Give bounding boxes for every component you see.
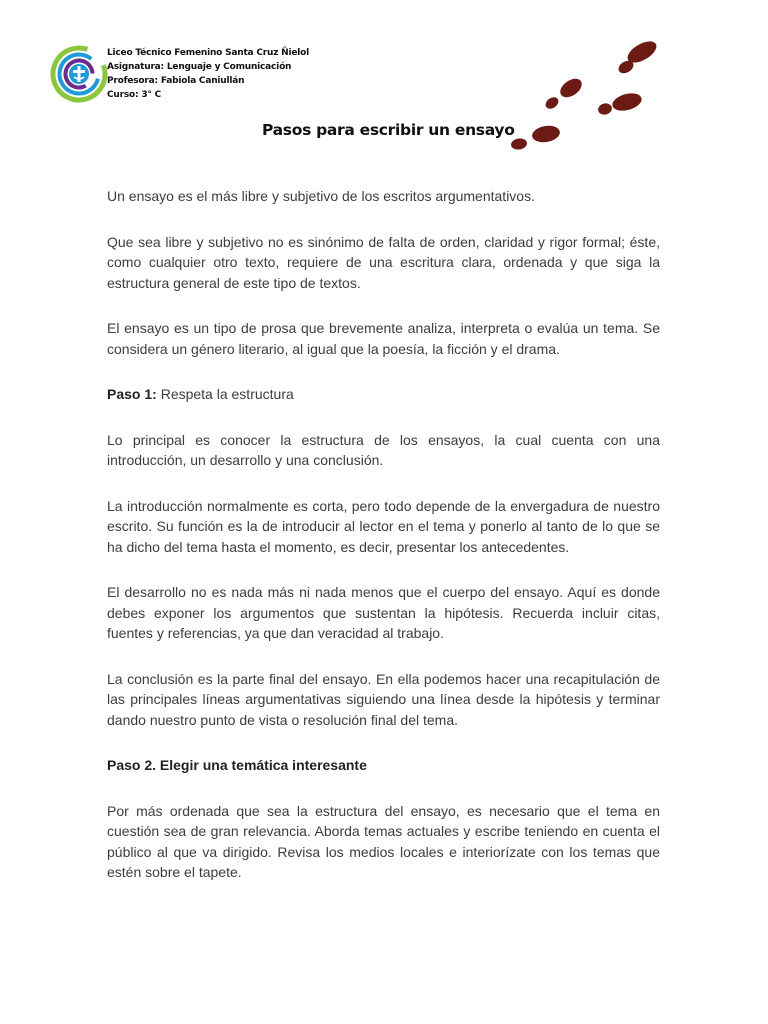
- step-1-heading: [107, 384, 660, 405]
- course-line: Curso: 3° C: [107, 90, 162, 100]
- school-logo-icon: [50, 44, 108, 104]
- paragraph-structure: Lo principal es conocer la estructura de los ensayos, la cual cuenta con una introducción, un desarrollo y una conclusión.: [107, 431, 660, 468]
- paragraph-prose-type: El ensayo es un tipo de prosa que brevemente analiza, interpreta o evalúa un tema. Se considera un género literario, al igual que la poesía, la ficción y el drama.: [107, 320, 660, 357]
- school-info: [107, 46, 309, 102]
- paragraph-introduction: La introducción normalmente es corta, pero todo depende de la envergadura de nuestro escrito. Su función es la de introducir al lector en el tema y ponerlo al tanto de lo que se ha dicho del tema hasta el momento, es decir, presentar los antecedentes.: [107, 497, 660, 555]
- paragraph-development: El desarrollo no es nada más ni nada menos que el cuerpo del ensayo. Aquí es donde debes exponer los argumentos que sustentan la hipótesis. Recuerda incluir citas, fuentes y referencias, ya que dan veracidad al trabajo.: [107, 584, 660, 641]
- document-body: [107, 186, 660, 908]
- school-name: Liceo Técnico Femenino Santa Cruz Ñielol: [107, 48, 310, 58]
- footprints-icon: [505, 38, 665, 156]
- paragraph-free-subjective: Que sea libre y subjetivo no es sinónimo de falta de orden, claridad y rigor formal; éste, como cualquier otro texto, requiere de una escritura clara, ordenada y que siga la estructura general de este tipo de textos.: [107, 233, 660, 291]
- subject-line: Asignatura: Lenguaje y Comunicación: [107, 62, 292, 72]
- paragraph-intro: Un ensayo es el más libre y subjetivo de los escritos argumentativos.: [107, 188, 535, 204]
- teacher-line: Profesora: Fabiola Caniullán: [107, 76, 245, 86]
- paragraph-conclusion: La conclusión es la parte final del ensayo. En ella podemos hacer una recapitulación de las principales líneas argumentativas siguiendo una línea desde la hipótesis y terminar dando nuestro punto de vista o resolución final del tema.: [107, 670, 660, 728]
- paragraph-topic: Por más ordenada que sea la estructura del ensayo, es necesario que el tema en cuestión sea de gran relevancia. Aborda temas actuales y escribe teniendo en cuenta el público al que va dirigido. Revisa los medios locales e interiorízate con los temas que estén sobre el tapete.: [107, 802, 660, 880]
- document-title: Pasos para escribir un ensayo: [262, 121, 515, 139]
- step-1-label: Paso 1:: [107, 386, 157, 402]
- step-2-heading: [107, 755, 660, 776]
- step-2-label: Paso 2. Elegir una temática interesante: [107, 757, 367, 773]
- step-1-text: Respeta la estructura: [156, 386, 294, 402]
